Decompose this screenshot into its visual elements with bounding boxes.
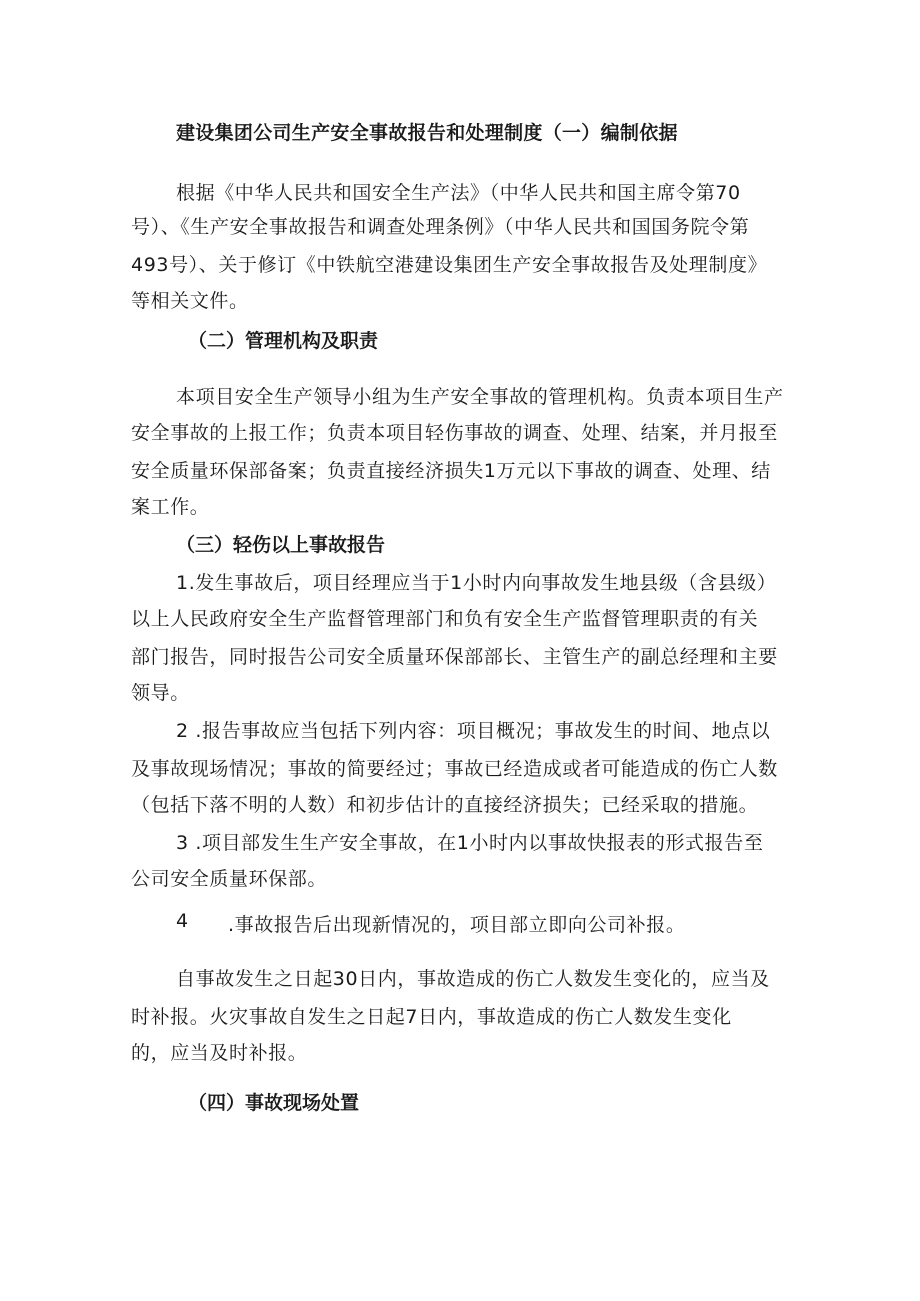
item-1-line-1: 1.发生事故后，项目经理应当于1小时内向事故发生地县级（含县级）: [176, 572, 777, 594]
section-2-line-4: 案工作。: [131, 496, 210, 518]
section-3-heading: （三）轻伤以上事故报告: [176, 534, 386, 556]
followup-line-3: 的，应当及时补报。: [131, 1042, 308, 1064]
item-2-line-1: 2 .报告事故应当包括下列内容：项目概况；事故发生的时间、地点以: [176, 720, 771, 742]
basis-line-3: 493号）、关于修订《中铁航空港建设集团生产安全事故报告及处理制度》: [131, 254, 768, 276]
followup-line-2: 时补报。火灾事故自发生之日起7日内，事故造成的伤亡人数发生变化: [131, 1006, 732, 1028]
section-2-heading: （二）管理机构及职责: [188, 330, 379, 352]
item-3-line-2: 公司安全质量环保部。: [131, 868, 328, 890]
item-1-line-2: 以上人民政府安全生产监督管理部门和负有安全生产监督管理职责的有关: [131, 608, 759, 630]
section-2-line-2: 安全事故的上报工作；负责本项目轻伤事故的调查、处理、结案，并月报至: [131, 422, 778, 444]
item-4-number: 4: [176, 910, 189, 932]
section-4-heading: （四）事故现场处置: [188, 1092, 360, 1114]
item-1-line-4: 领导。: [131, 682, 190, 704]
basis-line-2: 号）、《生产安全事故报告和调查处理条例》（中华人民共和国国务院令第: [131, 216, 750, 238]
basis-line-1: 根据《中华人民共和国安全生产法》（中华人民共和国主席令第70: [176, 182, 741, 204]
item-4-text: .事故报告后出现新情况的，项目部立即向公司补报。: [228, 914, 686, 936]
followup-line-1: 自事故发生之日起30日内，事故造成的伤亡人数发生变化的，应当及: [176, 968, 770, 990]
item-3-line-1: 3 .项目部发生生产安全事故，在1小时内以事故快报表的形式报告至: [176, 832, 764, 854]
item-1-line-3: 部门报告，同时报告公司安全质量环保部部长、主管生产的副总经理和主要: [131, 646, 778, 668]
item-2-line-2: 及事故现场情况；事故的简要经过；事故已经造成或者可能造成的伤亡人数: [131, 758, 778, 780]
section-2-line-1: 本项目安全生产领导小组为生产安全事故的管理机构。负责本项目生产: [176, 386, 784, 408]
document-title: 建设集团公司生产安全事故报告和处理制度（一）编制依据: [176, 122, 678, 144]
item-2-line-3: （包括下落不明的人数）和初步估计的直接经济损失；已经采取的措施。: [131, 794, 759, 816]
section-2-line-3: 安全质量环保部备案；负责直接经济损失1万元以下事故的调查、处理、结: [131, 460, 771, 482]
basis-line-4: 等相关文件。: [131, 290, 249, 312]
